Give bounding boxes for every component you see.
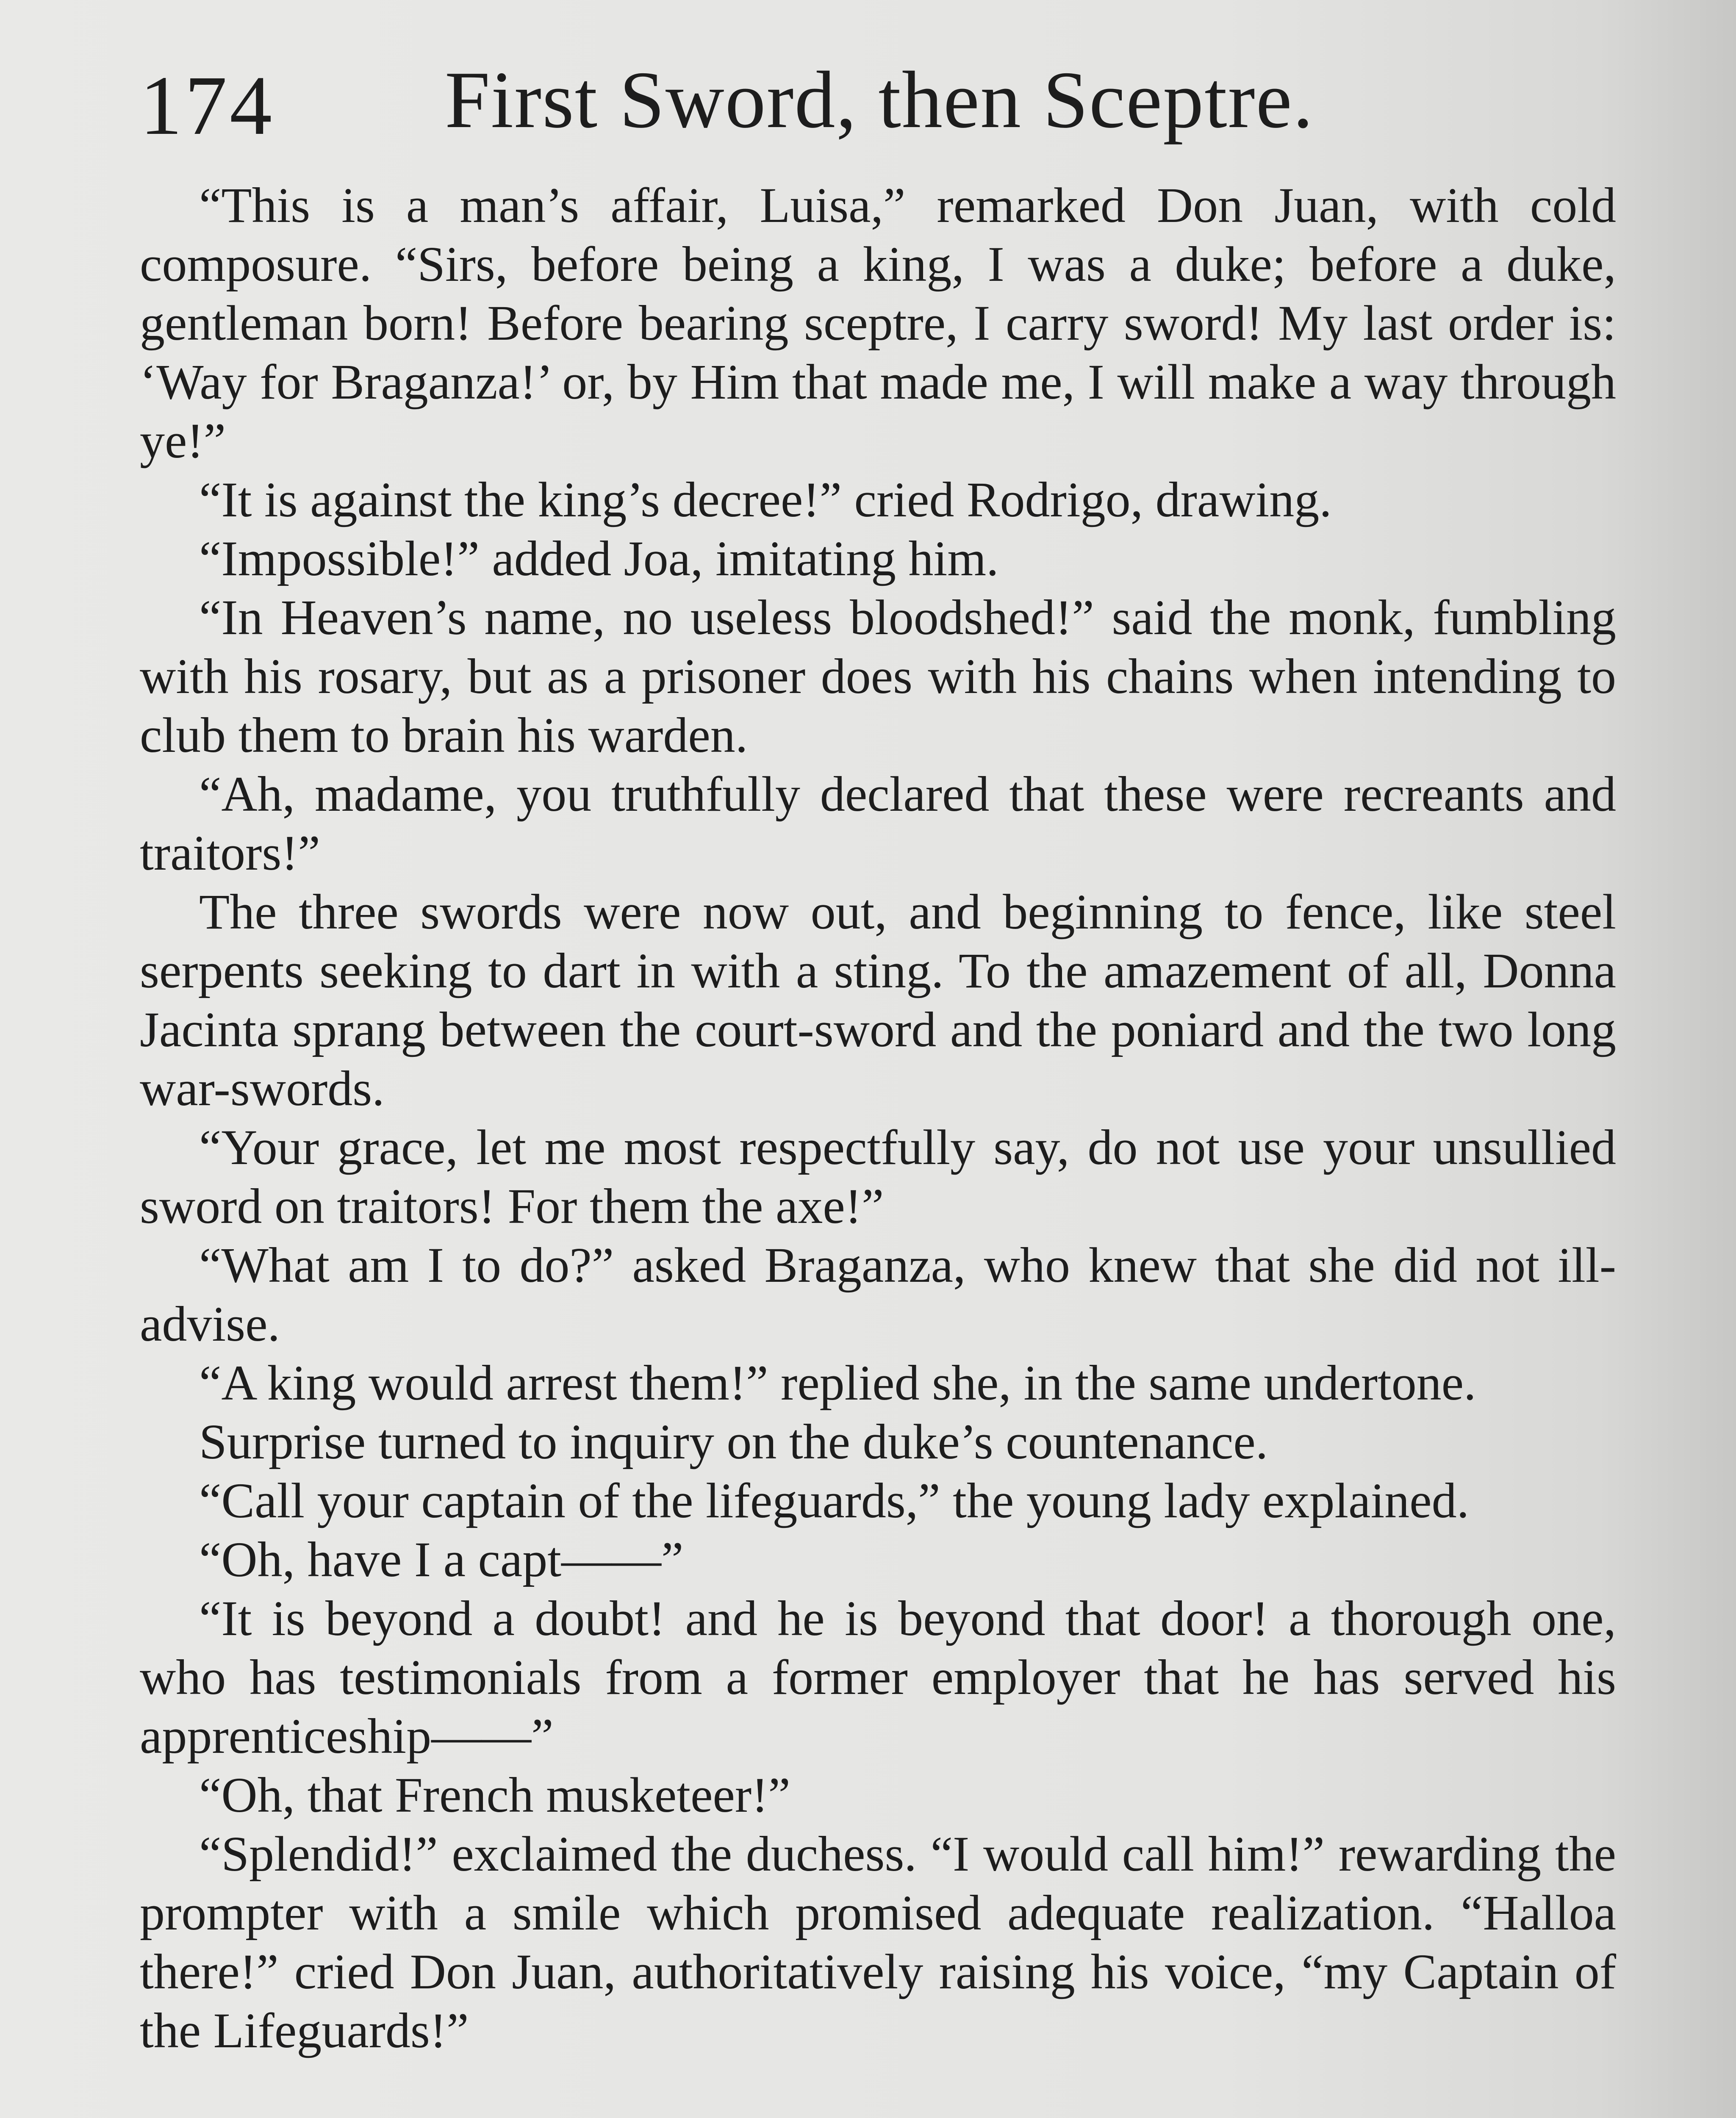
paragraph: “This is a man’s affair, Luisa,” remarked Don Juan, with cold composure. “Sirs, before being a king, I was a duke; before a duke, gentleman born! Before bearing sceptre, I carry sword! My last order is: ‘Way for Braganza!’ or, by Him that made me, I will make a way through ye!”: [140, 177, 1616, 469]
paragraph: “Call your captain of the lifeguards,” the young lady explained.: [199, 1473, 1470, 1528]
page-number: 174: [140, 59, 275, 152]
paragraph: “Splendid!” exclaimed the duchess. “I would call him!” rewarding the prompter with a smile which promised adequate realization. “Halloa there!” cried Don Juan, authoritatively raising his voice, “my Captain of the Lifeguards!”: [140, 1826, 1616, 2058]
paragraph: “Oh, that French musketeer!”: [199, 1767, 790, 1823]
paragraph: “Impossible!” added Joa, imitating him.: [199, 531, 999, 586]
paragraph: “Your grace, let me most respectfully say, do not use your unsullied sword on traitors! For them the axe!”: [140, 1120, 1616, 1234]
paragraph: “It is beyond a doubt! and he is beyond that door! a thorough one, who has testimonials from a former employer that he has served his apprenticeship——”: [140, 1591, 1616, 1764]
paragraph: “Oh, have I a capt——”: [199, 1532, 684, 1587]
running-title: First Sword, then Sceptre.: [445, 55, 1314, 145]
paragraph: “It is against the king’s decree!” cried Rodrigo, drawing.: [199, 472, 1332, 527]
paragraph: “A king would arrest them!” replied she, in the same undertone.: [199, 1355, 1476, 1411]
paragraph: “What am I to do?” asked Braganza, who knew that she did not ill-advise.: [140, 1237, 1616, 1352]
paragraph: “In Heaven’s name, no useless bloodshed!” said the monk, fumbling with his rosary, but as a prisoner does with his chains when intending to club them to brain his warden.: [140, 590, 1616, 763]
page-header: [140, 51, 1627, 157]
paragraph: The three swords were now out, and beginning to fence, like steel serpents seeking to dart in with a sting. To the amazement of all, Donna Jacinta sprang between the court-sword and the poniard and the two long war-swords.: [140, 884, 1616, 1116]
body-text: [140, 176, 1616, 2060]
paragraph: Surprise turned to inquiry on the duke’s countenance.: [199, 1414, 1268, 1469]
paragraph: “Ah, madame, you truthfully declared that these were recreants and traitors!”: [140, 766, 1616, 881]
